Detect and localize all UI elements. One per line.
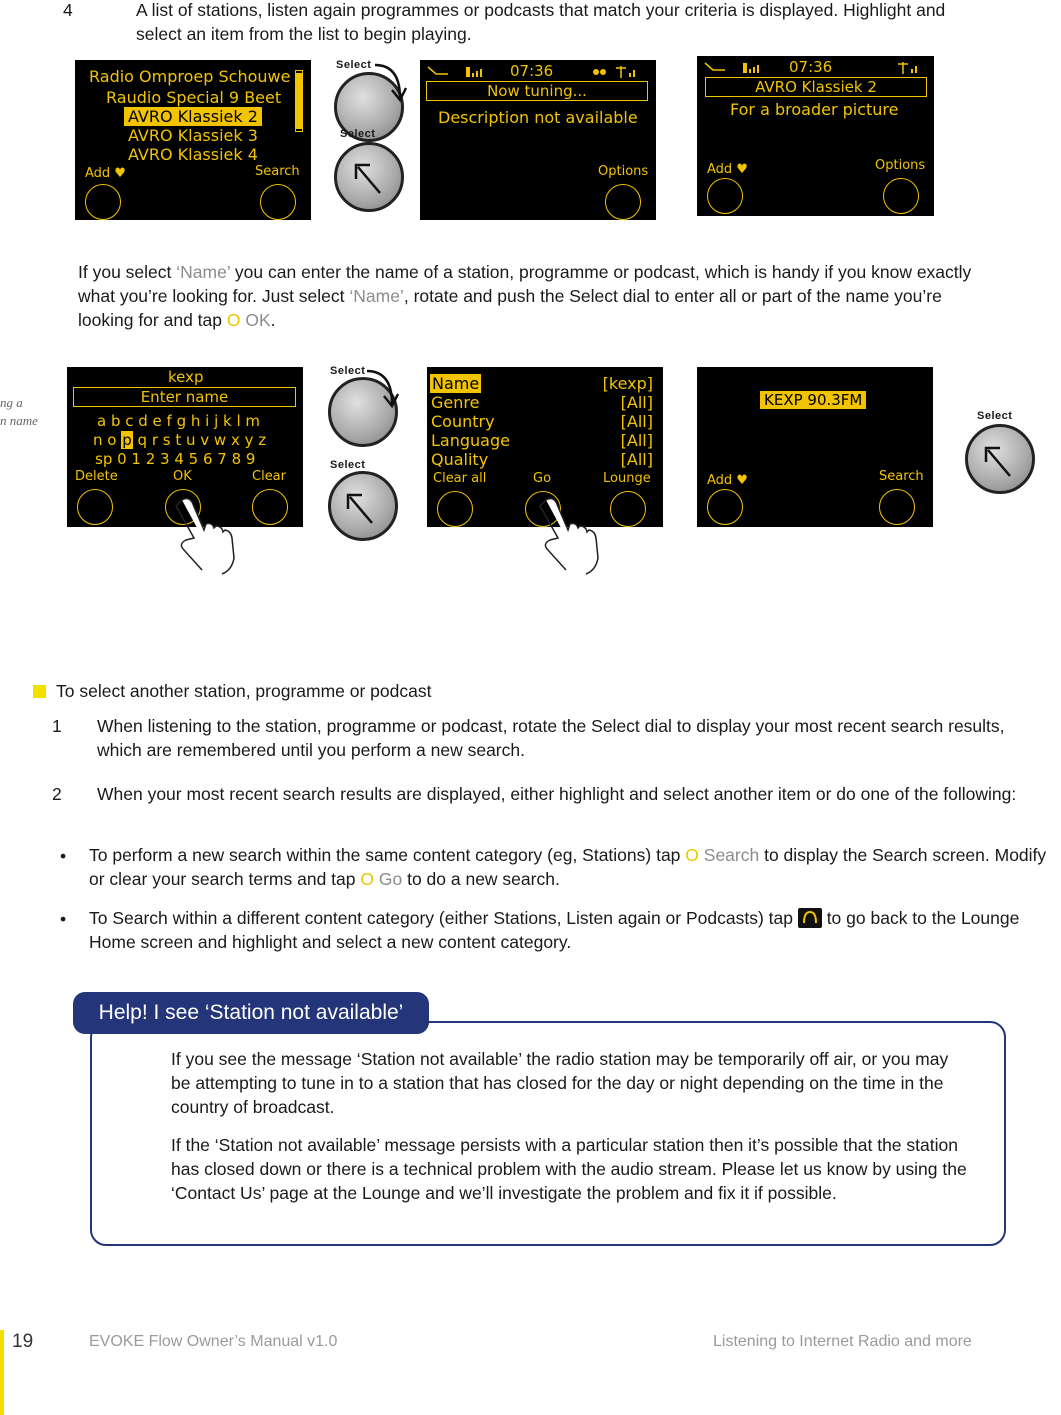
right-softkey[interactable]	[610, 491, 646, 527]
softkey-symbol: O	[360, 869, 374, 889]
description: For a broader picture	[730, 100, 899, 119]
chars: q r s t u v w x y z	[132, 431, 267, 449]
push-arrow-icon	[980, 438, 1020, 483]
list-item: AVRO Klassiek 3	[128, 126, 258, 145]
item-number: 2	[52, 784, 62, 804]
screen-search-result	[697, 367, 933, 527]
right-softkey[interactable]	[879, 489, 915, 525]
lounge-label: Lounge	[603, 471, 651, 486]
text: To perform a new search within the same content category (eg, Stations) tap	[89, 845, 686, 865]
result-highlighted: KEXP 90.3FM	[760, 391, 866, 409]
criteria-value: [All]	[620, 393, 653, 412]
go-term: Go	[374, 869, 403, 889]
criteria-value: [All]	[620, 431, 653, 450]
text: , rotate and push the Select dial to enter all or part of the name you’re looking for and tap	[78, 286, 942, 330]
help-title: Help! I see ‘Station not available’	[73, 992, 429, 1034]
entry-text: kexp	[168, 368, 204, 386]
clear-label: Clear	[252, 469, 286, 484]
pointing-hand-icon	[168, 496, 248, 576]
item-number: 1	[52, 716, 62, 736]
enter-name-title: Enter name	[73, 387, 296, 407]
add-label: Add ♥	[707, 162, 748, 177]
clock: 07:36	[789, 58, 833, 76]
footer-bar	[0, 1330, 4, 1415]
left-softkey[interactable]	[77, 489, 113, 525]
item-text: When your most recent search results are displayed, either highlight and select another item or do one of the following:	[97, 784, 1017, 804]
options-label: Options	[598, 164, 649, 179]
chars: n o	[93, 431, 122, 449]
list-item: Raudio Special 9 Beet	[106, 88, 282, 107]
dial-label: Select	[336, 59, 372, 71]
char-row: a b c d e f g h i j k l m	[97, 412, 261, 430]
char-row	[93, 431, 266, 449]
left-softkey[interactable]	[437, 491, 473, 527]
text: to display the Search screen. Modify or clear your search terms and tap	[89, 845, 1047, 889]
margin-note-line: n name	[0, 413, 38, 428]
selected-char[interactable]: p	[122, 431, 132, 449]
softkey-symbol: O	[226, 310, 241, 330]
station-name: AVRO Klassiek 2	[705, 77, 927, 97]
right-softkey[interactable]	[252, 489, 288, 525]
list-item: AVRO Klassiek 4	[128, 145, 258, 164]
name-term: ‘Name’	[176, 262, 231, 282]
right-softkey[interactable]	[605, 184, 641, 220]
margin-note	[0, 394, 38, 430]
criteria-value: [All]	[620, 412, 653, 431]
footer-manual: EVOKE Flow Owner’s Manual v1.0	[89, 1333, 338, 1350]
criteria-label: Quality	[431, 450, 489, 469]
help-paragraph: If you see the message ‘Station not available’ the radio station may be temporarily off air, or you may be attempting to tune in to a station that has closed for the day or night depending on the time in the country of broadcast.	[171, 1049, 949, 1117]
text: you can enter the name of a station, programme or podcast, which is handy if you know exactly what you’re looking for. Just select	[78, 262, 972, 306]
item-text: When listening to the station, programme or podcast, rotate the Select dial to display your most recent search results, which are remembered until you perform a new search.	[97, 716, 1005, 760]
criteria-value: [kexp]	[602, 374, 653, 393]
add-label: Add ♥	[707, 473, 748, 488]
text: To Search within a different content category (either Stations, Listen again or Podcasts) tap	[89, 908, 798, 928]
rotate-arrow-icon	[362, 366, 402, 411]
search-term: Search	[698, 845, 760, 865]
dial-label: Select	[977, 410, 1013, 422]
list-item-highlighted: AVRO Klassiek 2	[124, 107, 262, 126]
criteria-label: Country	[431, 412, 495, 431]
page-number: 19	[12, 1331, 34, 1352]
step-text: A list of stations, listen again programmes or podcasts that match your criteria is displayed. Highlight and select an item from the list to begin playing.	[136, 0, 946, 44]
step-number: 4	[63, 0, 73, 20]
softkey-symbol: O	[685, 845, 699, 865]
options-label: Options	[875, 158, 926, 173]
delete-label: Delete	[75, 469, 118, 484]
help-paragraph: If the ‘Station not available’ message persists with a particular station then it’s possible that the station has closed down or there is a technical problem with the audio stream. Please let us know by using the ‘Contact Us’ page at the Lounge and we’ll investigate the problem and fix it if possible.	[171, 1135, 967, 1203]
screen-playing	[697, 56, 934, 216]
bullet-text	[89, 906, 1057, 954]
tuning-status: Now tuning...	[426, 81, 648, 101]
list-item: Radio Omproep Schouwe	[89, 67, 291, 86]
push-arrow-icon	[350, 155, 390, 200]
right-softkey[interactable]	[883, 178, 919, 214]
add-label: Add ♥	[85, 166, 126, 181]
search-label: Search	[879, 469, 924, 484]
clear-all-label: Clear all	[433, 471, 487, 486]
text: to go back to the Lounge Home screen and highlight and select a new content category.	[89, 908, 1020, 952]
push-arrow-icon	[342, 485, 382, 530]
ok-label: OK	[173, 469, 192, 484]
section-heading: To select another station, programme or podcast	[56, 681, 432, 701]
text: to do a new search.	[402, 869, 560, 889]
screen-results-list	[75, 60, 311, 220]
criteria-label-highlighted: Name	[432, 374, 480, 393]
description: Description not available	[438, 108, 638, 127]
clock: 07:36	[510, 62, 554, 80]
dial-label: Select	[330, 459, 366, 471]
rotate-arrow-icon	[370, 60, 410, 105]
criteria-value: [All]	[620, 450, 653, 469]
dial-label: Select	[330, 365, 366, 377]
left-softkey[interactable]	[707, 178, 743, 214]
margin-note-line: ng a	[0, 395, 23, 410]
bullet: •	[60, 909, 67, 929]
search-label: Search	[255, 164, 300, 179]
pointing-hand-icon	[532, 496, 612, 576]
ok-term: OK	[240, 310, 271, 330]
dial-label: Select	[340, 128, 376, 140]
name-term: ‘Name’	[349, 286, 404, 306]
right-softkey[interactable]	[260, 184, 296, 220]
left-softkey[interactable]	[707, 489, 743, 525]
bullet: •	[60, 846, 67, 866]
text: If you select	[78, 262, 177, 282]
name-paragraph	[78, 260, 978, 332]
bullet-text	[89, 843, 1057, 891]
back-icon	[798, 908, 822, 928]
criteria-label: Genre	[431, 393, 480, 412]
criteria-label: Language	[431, 431, 510, 450]
footer-section: Listening to Internet Radio and more	[713, 1333, 972, 1350]
screen-now-tuning	[420, 60, 656, 220]
left-softkey[interactable]	[85, 184, 121, 220]
go-label: Go	[533, 471, 552, 486]
char-row: sp 0 1 2 3 4 5 6 7 8 9	[95, 450, 256, 468]
section-marker	[33, 685, 46, 698]
text: .	[270, 310, 276, 330]
scrollbar	[295, 70, 303, 132]
